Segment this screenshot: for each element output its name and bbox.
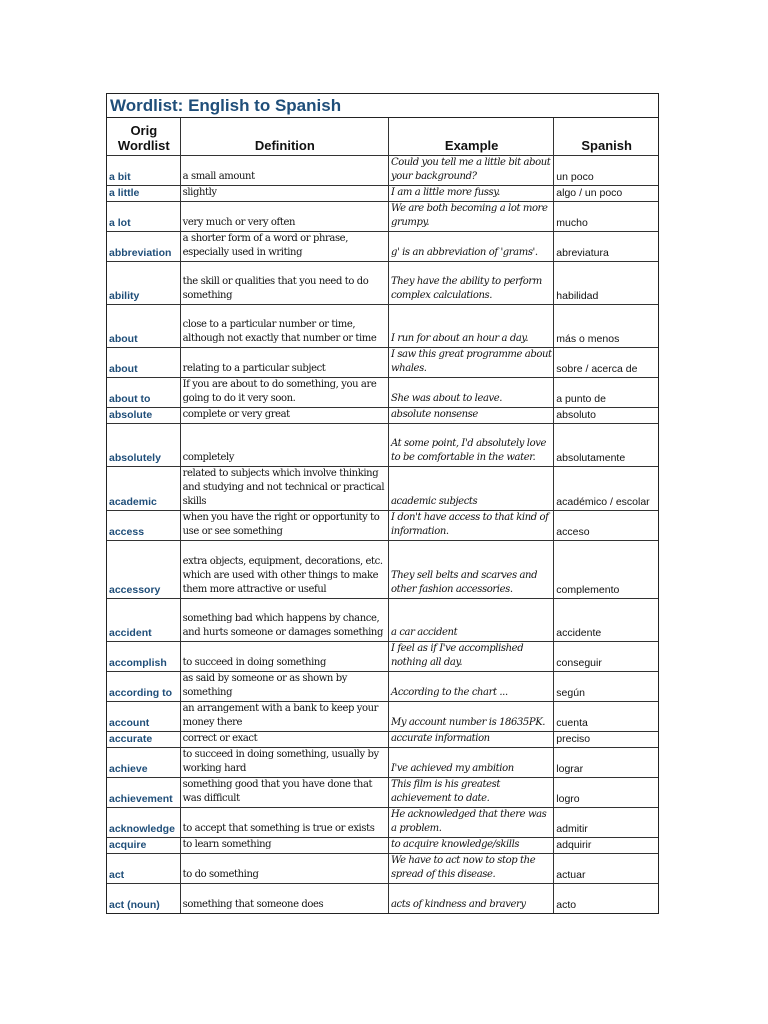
table-row [107,808,658,838]
definition-cell: extra objects, equipment, decorations, etc. which are used with other things to make them more attractive or useful [180,541,388,599]
example-cell: g' is an abbreviation of 'grams'. [389,232,554,262]
table-row [107,262,658,305]
example-cell: She was about to leave. [389,378,554,408]
spanish-cell: logro [554,778,658,808]
word-cell: act (noun) [107,884,180,913]
spanish-cell: un poco [554,156,658,186]
word-cell: absolutely [107,424,180,467]
spanish-cell: según [554,672,658,702]
spanish-cell: admitir [554,808,658,838]
example-cell: We are both becoming a lot more grumpy. [389,202,554,232]
word-cell: ability [107,262,180,305]
table-row [107,672,658,702]
spanish-cell: conseguir [554,642,658,672]
word-cell: act [107,854,180,884]
example-cell: I run for about an hour a day. [389,305,554,348]
word-cell: account [107,702,180,732]
definition-cell: the skill or qualities that you need to do something [180,262,388,305]
table-row [107,202,658,232]
definition-cell: to accept that something is true or exists [180,808,388,838]
example-cell: absolute nonsense [389,408,554,424]
example-cell: I've achieved my ambition [389,748,554,778]
definition-cell: correct or exact [180,732,388,748]
definition-cell: slightly [180,186,388,202]
definition-cell: a small amount [180,156,388,186]
header-orig-wordlist: Orig Wordlist [107,118,180,156]
example-cell: We have to act now to stop the spread of this disease. [389,854,554,884]
definition-cell: complete or very great [180,408,388,424]
table-row [107,854,658,884]
header-row [107,118,658,156]
example-cell: He acknowledged that there was a problem. [389,808,554,838]
wordlist-title: Wordlist: English to Spanish [107,94,658,118]
definition-cell: very much or very often [180,202,388,232]
example-cell: They have the ability to perform complex calculations. [389,262,554,305]
table-row [107,467,658,511]
example-cell: They sell belts and scarves and other fashion accessories. [389,541,554,599]
word-cell: a little [107,186,180,202]
definition-cell: relating to a particular subject [180,348,388,378]
table-row [107,378,658,408]
example-cell: to acquire knowledge/skills [389,838,554,854]
spanish-cell: algo / un poco [554,186,658,202]
spanish-cell: acto [554,884,658,913]
spanish-cell: habilidad [554,262,658,305]
definition-cell: something good that you have done that was difficult [180,778,388,808]
example-cell: I don't have access to that kind of information. [389,511,554,541]
definition-cell: to succeed in doing something, usually by working hard [180,748,388,778]
word-cell: according to [107,672,180,702]
example-cell: This film is his greatest achievement to date. [389,778,554,808]
word-cell: academic [107,467,180,511]
word-cell: access [107,511,180,541]
definition-cell: to succeed in doing something [180,642,388,672]
word-cell: absolute [107,408,180,424]
definition-cell: close to a particular number or time, although not exactly that number or time [180,305,388,348]
spanish-cell: absoluto [554,408,658,424]
table-row [107,778,658,808]
definition-cell: a shorter form of a word or phrase, especially used in writing [180,232,388,262]
spanish-cell: lograr [554,748,658,778]
table-row [107,424,658,467]
table-row [107,702,658,732]
example-cell: I saw this great programme about whales. [389,348,554,378]
example-cell: acts of kindness and bravery [389,884,554,913]
spanish-cell: actuar [554,854,658,884]
example-cell: academic subjects [389,467,554,511]
table-row [107,511,658,541]
spanish-cell: accidente [554,599,658,642]
word-cell: a bit [107,156,180,186]
table-row [107,408,658,424]
word-cell: acknowledge [107,808,180,838]
table-row [107,348,658,378]
table-row [107,599,658,642]
definition-cell: an arrangement with a bank to keep your money there [180,702,388,732]
definition-cell: something that someone does [180,884,388,913]
table-row [107,642,658,672]
example-cell: According to the chart ... [389,672,554,702]
table-row [107,305,658,348]
definition-cell: as said by someone or as shown by something [180,672,388,702]
wordlist-table [107,118,658,913]
word-cell: achievement [107,778,180,808]
word-cell: accident [107,599,180,642]
table-row [107,186,658,202]
spanish-cell: cuenta [554,702,658,732]
spanish-cell: adquirir [554,838,658,854]
spanish-cell: complemento [554,541,658,599]
example-cell: I feel as if I've accomplished nothing all day. [389,642,554,672]
example-cell: I am a little more fussy. [389,186,554,202]
definition-cell: to learn something [180,838,388,854]
word-cell: accessory [107,541,180,599]
table-row [107,884,658,913]
word-cell: achieve [107,748,180,778]
definition-cell: something bad which happens by chance, and hurts someone or damages something [180,599,388,642]
word-cell: about to [107,378,180,408]
definition-cell: If you are about to do something, you are going to do it very soon. [180,378,388,408]
spanish-cell: preciso [554,732,658,748]
spanish-cell: a punto de [554,378,658,408]
spanish-cell: mucho [554,202,658,232]
definition-cell: related to subjects which involve thinking and studying and not technical or practical skills [180,467,388,511]
table-row [107,838,658,854]
definition-cell: when you have the right or opportunity to use or see something [180,511,388,541]
word-cell: a lot [107,202,180,232]
wordlist-rows [107,156,658,913]
definition-cell: to do something [180,854,388,884]
header-example: Example [389,118,554,156]
word-cell: accomplish [107,642,180,672]
example-cell: a car accident [389,599,554,642]
example-cell: My account number is 18635PK. [389,702,554,732]
example-cell: At some point, I'd absolutely love to be comfortable in the water. [389,424,554,467]
spanish-cell: más o menos [554,305,658,348]
header-definition: Definition [180,118,388,156]
example-cell: accurate information [389,732,554,748]
word-cell: about [107,348,180,378]
spanish-cell: absolutamente [554,424,658,467]
table-row [107,748,658,778]
header-spanish: Spanish [554,118,658,156]
table-row [107,156,658,186]
table-row [107,232,658,262]
definition-cell: completely [180,424,388,467]
word-cell: acquire [107,838,180,854]
wordlist-sheet [106,93,659,914]
spanish-cell: abreviatura [554,232,658,262]
spanish-cell: académico / escolar [554,467,658,511]
word-cell: about [107,305,180,348]
word-cell: accurate [107,732,180,748]
example-cell: Could you tell me a little bit about your background? [389,156,554,186]
table-row [107,541,658,599]
spanish-cell: sobre / acerca de [554,348,658,378]
table-row [107,732,658,748]
spanish-cell: acceso [554,511,658,541]
word-cell: abbreviation [107,232,180,262]
